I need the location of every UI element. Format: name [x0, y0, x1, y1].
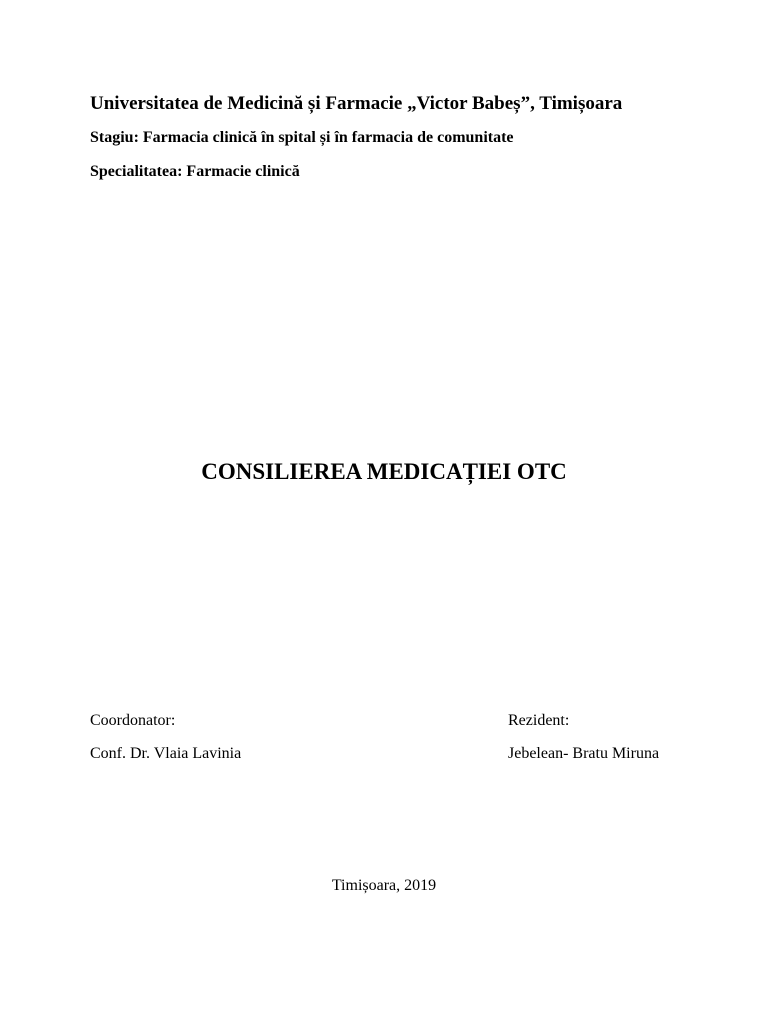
- coordinator-label: Coordonator:: [90, 712, 176, 729]
- place-and-year: Timișoara, 2019: [331, 877, 437, 894]
- specialty-line: Specialitatea: Farmacie clinică: [90, 163, 300, 180]
- resident-name: Jebelean- Bratu Miruna: [508, 745, 660, 762]
- university-name: Universitatea de Medicină și Farmacie „Victor Babeș”, Timișoara: [90, 93, 623, 114]
- internship-line: Stagiu: Farmacia clinică în spital și în farmacia de comunitate: [90, 129, 514, 146]
- coordinator-name: Conf. Dr. Vlaia Lavinia: [90, 745, 242, 762]
- document-title: CONSILIEREA MEDICAȚIEI OTC: [201, 459, 567, 484]
- resident-label: Rezident:: [508, 712, 570, 729]
